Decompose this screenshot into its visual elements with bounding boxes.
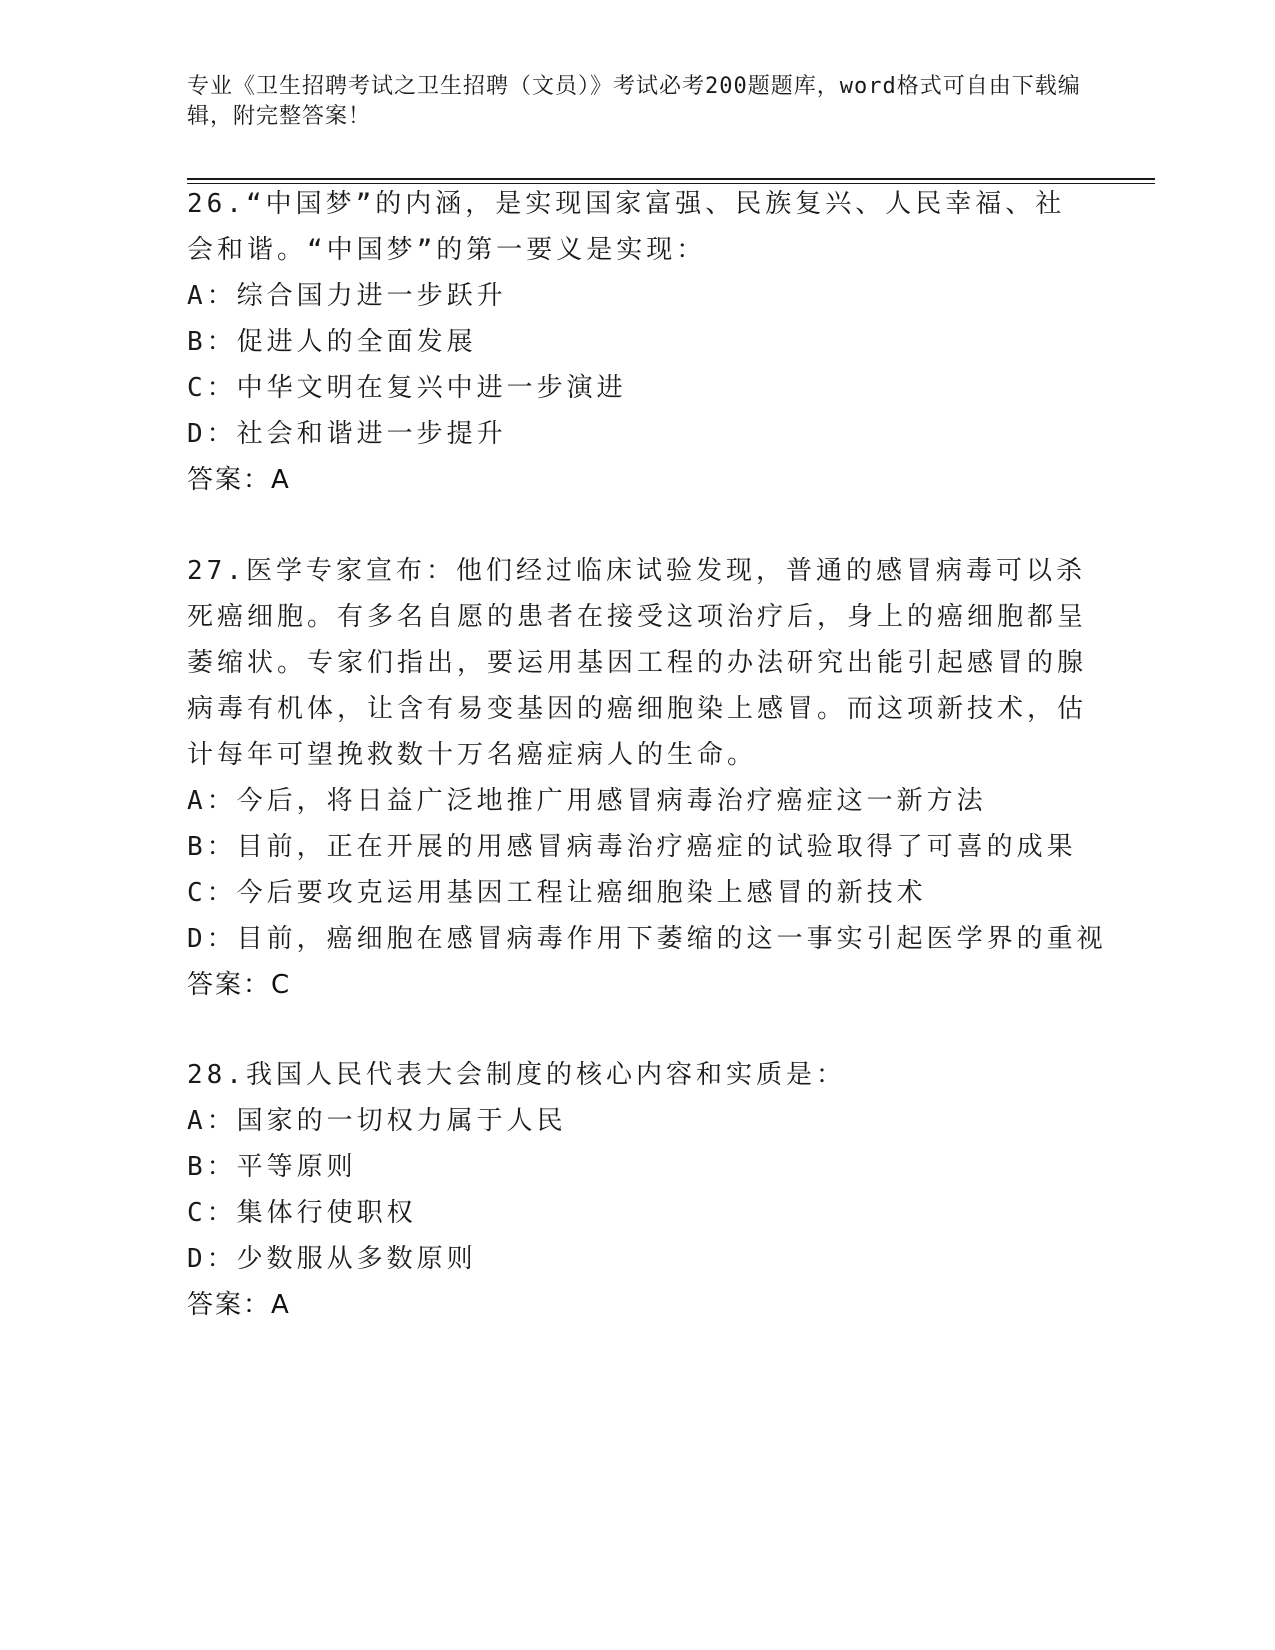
answer-label: 答案：C <box>187 970 292 1000</box>
option-d: D：少数服从多数原则 <box>187 1244 477 1274</box>
question-28 <box>187 1052 1087 1328</box>
question-stem: 26.“中国梦”的内涵，是实现国家富强、民族复兴、人民幸福、社会和谐。“中国梦”的第一要义是实现： <box>187 189 1066 265</box>
question-26 <box>187 181 1087 503</box>
header-divider-thick <box>187 178 1155 180</box>
answer-label: 答案：A <box>187 465 291 495</box>
option-b: B：平等原则 <box>187 1152 357 1182</box>
option-c: C：今后要攻克运用基因工程让癌细胞染上感冒的新技术 <box>187 878 927 908</box>
option-b: B：目前，正在开展的用感冒病毒治疗癌症的试验取得了可喜的成果 <box>187 832 1077 862</box>
option-d: D：社会和谐进一步提升 <box>187 419 507 449</box>
option-d: D：目前，癌细胞在感冒病毒作用下萎缩的这一事实引起医学界的重视 <box>187 924 1107 954</box>
question-stem: 27.医学专家宣布：他们经过临床试验发现，普通的感冒病毒可以杀死癌细胞。有多名自愿的患者在接受这项治疗后，身上的癌细胞都呈萎缩状。专家们指出，要运用基因工程的办法研究出能引起感冒的腺病毒有机体，让含有易变基因的癌细胞染上感冒。而这项新技术，估计每年可望挽救数十万名癌症病人的生命。 <box>187 556 1088 770</box>
option-b: B：促进人的全面发展 <box>187 327 477 357</box>
answer-label: 答案：A <box>187 1290 291 1320</box>
option-c: C：集体行使职权 <box>187 1198 417 1228</box>
option-c: C：中华文明在复兴中进一步演进 <box>187 373 627 403</box>
question-27 <box>187 548 1107 1008</box>
document-header: 专业《卫生招聘考试之卫生招聘（文员）》考试必考200题题库，word格式可自由下载编辑，附完整答案！ <box>187 74 1081 129</box>
option-a: A：综合国力进一步跃升 <box>187 281 507 311</box>
option-a: A：今后，将日益广泛地推广用感冒病毒治疗癌症这一新方法 <box>187 786 987 816</box>
option-a: A：国家的一切权力属于人民 <box>187 1106 567 1136</box>
question-stem: 28.我国人民代表大会制度的核心内容和实质是： <box>187 1060 846 1090</box>
